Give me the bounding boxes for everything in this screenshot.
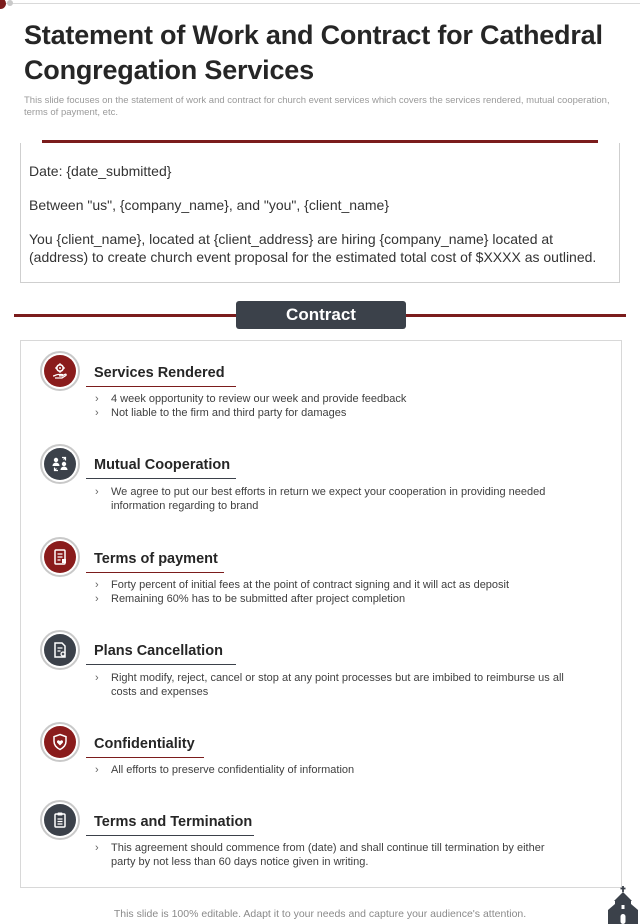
section-rule	[86, 664, 236, 665]
list-item: › We agree to put our best efforts in return we expect your cooperation in providing needed information regarding to brand	[95, 485, 565, 513]
page-subtitle: This slide focuses on the statement of work and contract for church event services which covers the services rendered, mutual cooperation, terms of payment, etc.	[24, 95, 610, 118]
bullet-list-terms-and-termination	[95, 841, 555, 869]
list-item: › Forty percent of initial fees at the point of contract signing and it will act as deposit	[95, 578, 565, 592]
bullet-list-services-rendered	[95, 392, 565, 420]
list-item: › Not liable to the firm and third party for damages	[95, 406, 565, 420]
bullet-list-terms-of-payment	[95, 578, 565, 606]
church-icon	[606, 884, 640, 924]
section-heading-confidentiality: Confidentiality	[94, 736, 195, 752]
section-heading-terms-and-termination: Terms and Termination	[94, 814, 253, 830]
bullet-list-confidentiality	[95, 763, 565, 777]
section-heading-services-rendered: Services Rendered	[94, 365, 225, 381]
section-heading-mutual-cooperation: Mutual Cooperation	[94, 457, 231, 473]
info-box-top-rule	[42, 140, 598, 143]
top-border-line	[0, 3, 640, 4]
section-rule	[86, 835, 254, 836]
people-exchange-icon	[40, 444, 80, 484]
section-rule	[86, 386, 236, 387]
top-accent-dot-secondary	[7, 0, 13, 6]
list-item: › 4 week opportunity to review our week and provide feedback	[95, 392, 565, 406]
section-rule	[86, 478, 236, 479]
bullet-list-plans-cancellation	[95, 671, 565, 699]
footer-note: This slide is 100% editable. Adapt it to your needs and capture your audience's attention.	[113, 908, 527, 920]
shield-heart-icon	[40, 722, 80, 762]
list-item: › Remaining 60% has to be submitted after project completion	[95, 592, 565, 606]
page-title: Statement of Work and Contract for Cathedral Congregation Services	[24, 20, 603, 85]
list-item: › Right modify, reject, cancel or stop at any point processes but are imbibed to reimburse us all costs and expenses	[95, 671, 565, 699]
list-item: › All efforts to preserve confidentiality of information	[95, 763, 565, 777]
clipboard-icon	[40, 800, 80, 840]
list-item: › This agreement should commence from (date) and shall continue till termination by either party by not less than 60 days notice given in writing.	[95, 841, 555, 869]
contract-rule-right	[406, 314, 626, 317]
contract-heading: Contract	[236, 301, 406, 329]
invoice-icon	[40, 537, 80, 577]
section-rule	[86, 572, 224, 573]
top-accent-dot	[0, 0, 6, 9]
section-heading-plans-cancellation: Plans Cancellation	[94, 643, 223, 659]
contract-sections-box	[20, 340, 622, 888]
section-heading-terms-of-payment: Terms of payment	[94, 551, 218, 567]
bullet-list-mutual-cooperation	[95, 485, 565, 513]
hiring-paragraph: You {client_name}, located at {client_address} are hiring {company_name} located at (address) to create church event proposal for the estimated total cost of $XXXX as outlined.	[29, 231, 597, 265]
hand-gear-icon	[40, 351, 80, 391]
contract-rule-left	[14, 314, 236, 317]
parties-line: Between "us", {company_name}, and "you", {client_name}	[29, 197, 390, 213]
document-cancel-icon	[40, 630, 80, 670]
date-line: Date: {date_submitted}	[29, 163, 172, 179]
section-rule	[86, 757, 204, 758]
